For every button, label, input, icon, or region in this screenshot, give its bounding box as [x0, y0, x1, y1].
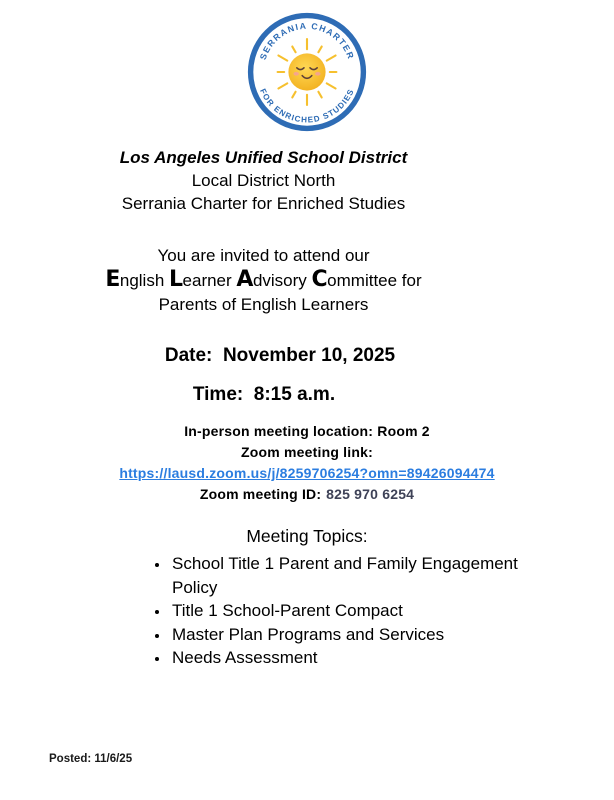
zoom-id-value: 825 970 6254 — [326, 486, 415, 502]
school-logo — [0, 0, 614, 132]
topic-item: • Master Plan Programs and Services — [170, 623, 545, 647]
topic-item: • Needs Assessment — [170, 646, 545, 670]
local-district-name: Local District North — [191, 171, 336, 190]
committee-initial-cap: L — [169, 267, 183, 292]
meeting-location: In-person meeting location: Room 2 — [184, 423, 430, 439]
topics-heading: Meeting Topics: — [246, 526, 368, 546]
meeting-access-block — [0, 421, 614, 505]
committee-line: English Learner Advisory Committee for — [105, 267, 422, 292]
zoom-meeting-link[interactable]: https://lausd.zoom.us/j/8259706254?omn=89426094474 — [119, 465, 495, 481]
meeting-time: Time: 8:15 a.m. — [192, 384, 336, 405]
zoom-link-line — [0, 463, 614, 484]
zoom-id-label: Zoom meeting ID: — [199, 486, 322, 502]
logo-bottom-text: FOR ENRICHED STUDIES — [258, 87, 356, 125]
sun-icon — [288, 53, 325, 90]
school-name: Serrania Charter for Enriched Studies — [121, 194, 406, 213]
committee-initial-cap: E — [105, 267, 120, 292]
school-logo-svg — [247, 12, 367, 132]
topic-item: • Title 1 School-Parent Compact — [170, 599, 545, 623]
topic-item: • School Title 1 Parent and Family Engagement Policy — [170, 552, 545, 599]
topics-list — [0, 552, 545, 670]
meeting-date: Date: November 10, 2025 — [164, 345, 396, 366]
invitation-block — [0, 244, 614, 317]
zoom-id-line — [0, 484, 614, 505]
posted-date: Posted: 11/6/25 — [49, 752, 133, 765]
committee-initial-cap: C — [311, 267, 328, 292]
invite-line: You are invited to attend our — [157, 246, 370, 265]
zoom-link-label: Zoom meeting link: — [241, 444, 373, 460]
school-header — [0, 146, 614, 215]
logo-top-text: SERRANIA CHARTER — [257, 20, 357, 62]
audience-line: Parents of English Learners — [158, 295, 369, 314]
committee-initial-cap: A — [236, 267, 253, 292]
district-name: Los Angeles Unified School District — [119, 148, 408, 167]
